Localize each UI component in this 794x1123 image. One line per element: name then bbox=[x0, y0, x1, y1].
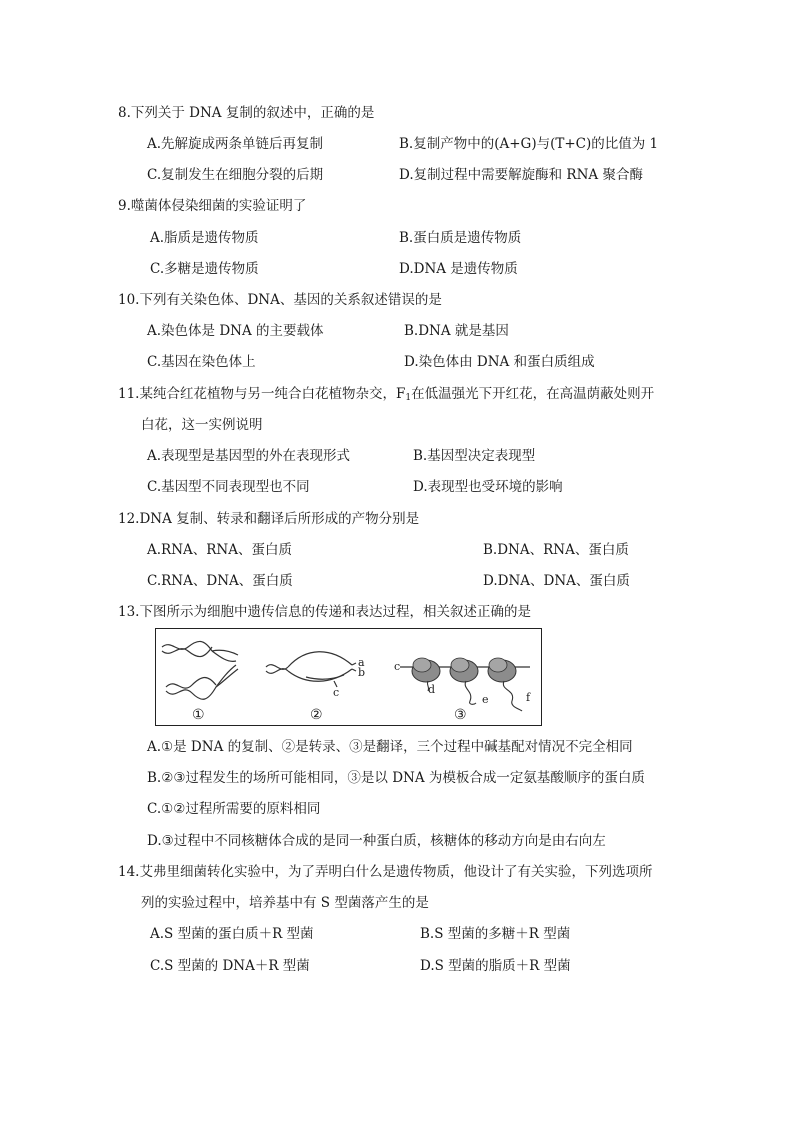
question-13-stem: 13.下图所示为细胞中遗传信息的传递和表达过程，相关叙述正确的是 bbox=[118, 604, 531, 620]
question-12-option-d[interactable]: D.DNA、DNA、蛋白质 bbox=[483, 573, 630, 589]
question-11-option-c[interactable]: C.基因型不同表现型也不同 bbox=[147, 479, 310, 495]
question-12-option-a[interactable]: A.RNA、RNA、蛋白质 bbox=[147, 542, 292, 558]
figure-label-a: a bbox=[358, 656, 365, 669]
question-10-stem: 10.下列有关染色体、DNA、基因的关系叙述错误的是 bbox=[118, 292, 442, 308]
question-9-option-d[interactable]: D.DNA 是遗传物质 bbox=[399, 261, 518, 277]
figure-label-3: ③ bbox=[454, 707, 467, 723]
question-9-option-a[interactable]: A.脂质是遗传物质 bbox=[150, 230, 259, 246]
question-13-option-b[interactable]: B.②③过程发生的场所可能相同，③是以 DNA 为模板合成一定氨基酸顺序的蛋白质 bbox=[147, 770, 645, 786]
figure-label-e: e bbox=[482, 693, 489, 706]
transcription-bubble bbox=[266, 652, 356, 687]
question-9-option-b[interactable]: B.蛋白质是遗传物质 bbox=[399, 230, 522, 246]
question-10-option-c[interactable]: C.基因在染色体上 bbox=[147, 354, 256, 370]
question-8-option-b[interactable]: B.复制产物中的(A+G)与(T+C)的比值为 1 bbox=[399, 136, 659, 152]
question-14-option-a[interactable]: A.S 型菌的蛋白质＋R 型菌 bbox=[150, 926, 314, 942]
question-12-option-b[interactable]: B.DNA、RNA、蛋白质 bbox=[483, 542, 629, 558]
question-10-option-d[interactable]: D.染色体由 DNA 和蛋白质组成 bbox=[404, 354, 595, 370]
translation-polysome bbox=[400, 658, 530, 711]
question-13-option-a[interactable]: A.①是 DNA 的复制、②是转录、③是翻译，三个过程中碱基配对情况不完全相同 bbox=[147, 739, 633, 755]
replication-fork bbox=[162, 641, 238, 699]
question-11-option-b[interactable]: B.基因型决定表现型 bbox=[413, 448, 536, 464]
question-13-option-c[interactable]: C.①②过程所需要的原料相同 bbox=[147, 801, 321, 817]
figure-label-2: ② bbox=[310, 707, 323, 723]
question-11-stem bbox=[118, 385, 654, 407]
question-13-figure bbox=[155, 628, 542, 726]
question-14-stem-line2: 列的实验过程中，培养基中有 S 型菌落产生的是 bbox=[141, 895, 429, 911]
question-11-option-d[interactable]: D.表现型也受环境的影响 bbox=[413, 479, 563, 495]
question-9-stem: 9.噬菌体侵染细菌的实验证明了 bbox=[118, 198, 307, 214]
figure-label-b: b bbox=[358, 666, 366, 679]
question-10-option-b[interactable]: B.DNA 就是基因 bbox=[404, 323, 509, 339]
question-11-option-a[interactable]: A.表现型是基因型的外在表现形式 bbox=[147, 448, 351, 464]
question-13-option-d[interactable]: D.③过程中不同核糖体合成的是同一种蛋白质，核糖体的移动方向是由右向左 bbox=[147, 833, 606, 849]
question-14-stem: 14.艾弗里细菌转化实验中，为了弄明白什么是遗传物质，他设计了有关实验，下列选项所 bbox=[118, 864, 653, 880]
question-14-option-d[interactable]: D.S 型菌的脂质＋R 型菌 bbox=[420, 958, 571, 974]
question-14-option-b[interactable]: B.S 型菌的多糖＋R 型菌 bbox=[420, 926, 571, 942]
question-11-stem-pre: 11.某纯合红花植物与另一纯合白花植物杂交，F bbox=[118, 386, 406, 402]
figure-label-c2: c bbox=[394, 660, 401, 673]
question-9-option-c[interactable]: C.多糖是遗传物质 bbox=[150, 261, 259, 277]
question-8-option-c[interactable]: C.复制发生在细胞分裂的后期 bbox=[147, 167, 324, 183]
question-11-stem-line2: 白花，这一实例说明 bbox=[141, 417, 263, 433]
figure-label-1: ① bbox=[192, 707, 205, 723]
question-11-subscript: 1 bbox=[405, 393, 412, 403]
question-12-stem: 12.DNA 复制、转录和翻译后所形成的产物分别是 bbox=[118, 511, 420, 527]
question-8-stem: 8.下列关于 DNA 复制的叙述中，正确的是 bbox=[118, 105, 375, 121]
figure-label-c: c bbox=[333, 686, 340, 699]
gene-expression-diagram bbox=[156, 629, 543, 727]
figure-label-d: d bbox=[428, 683, 436, 696]
question-8-option-a[interactable]: A.先解旋成两条单链后再复制 bbox=[147, 136, 324, 152]
question-10-option-a[interactable]: A.染色体是 DNA 的主要载体 bbox=[147, 323, 324, 339]
question-14-option-c[interactable]: C.S 型菌的 DNA＋R 型菌 bbox=[150, 958, 310, 974]
question-8-option-d[interactable]: D.复制过程中需要解旋酶和 RNA 聚合酶 bbox=[399, 167, 643, 183]
figure-label-f: f bbox=[526, 691, 531, 704]
question-11-stem-post: 在低温强光下开红花，在高温荫蔽处则开 bbox=[411, 386, 655, 402]
question-12-option-c[interactable]: C.RNA、DNA、蛋白质 bbox=[147, 573, 293, 589]
